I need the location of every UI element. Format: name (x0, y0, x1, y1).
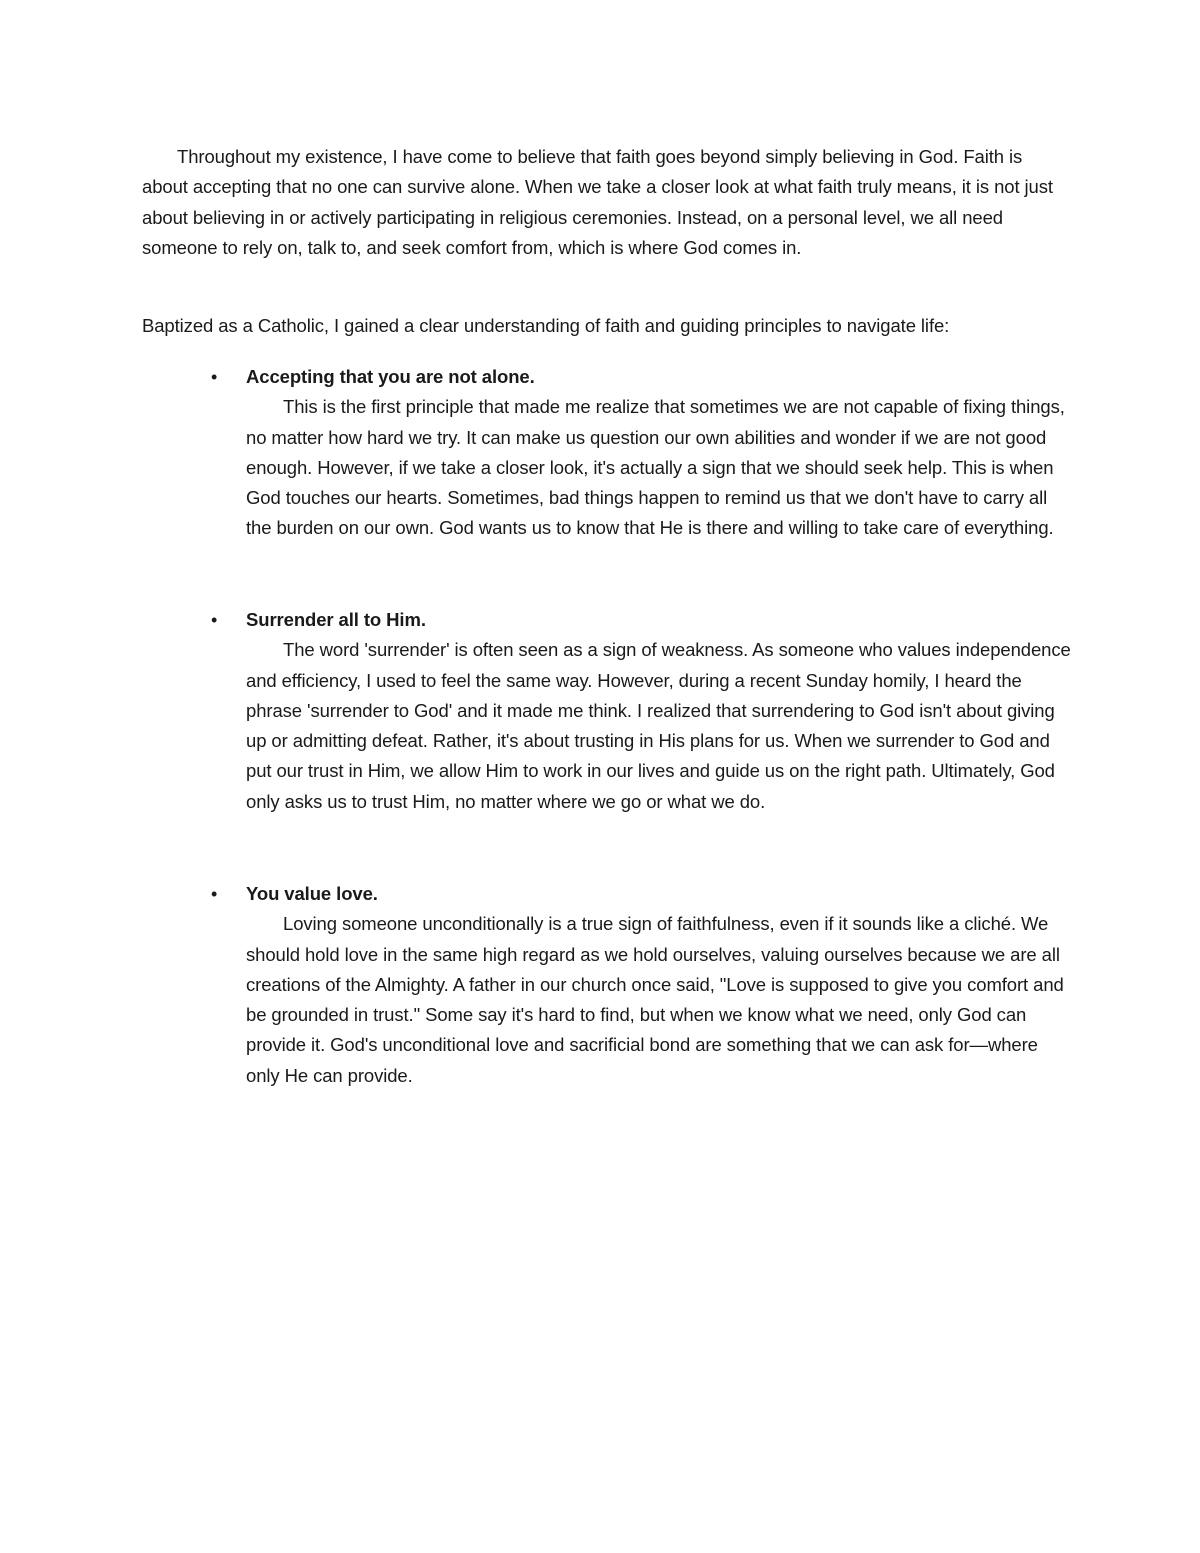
lead-paragraph: Baptized as a Catholic, I gained a clear understanding of faith and guiding principles to navigate life: (142, 315, 950, 336)
principle-item (211, 605, 1076, 817)
principle-body: The word 'surrender' is often seen as a sign of weakness. As someone who values independence and efficiency, I used to feel the same way. However, during a recent Sunday homily, I heard the phrase 'surrender to God' and it made me think. I realized that surrendering to God isn't about giving up or admitting defeat. Rather, it's about trusting in His plans for us. When we surrender to God and put our trust in Him, we allow Him to work in our lives and guide us on the right path. Ultimately, God only asks us to trust Him, no matter where we go or what we do. (246, 639, 1071, 812)
principle-body: This is the first principle that made me realize that sometimes we are not capable of fixing things, no matter how hard we try. It can make us question our own abilities and wonder if we are not good enough. However, if we take a closer look, it's actually a sign that we should seek help. This is when God touches our hearts. Sometimes, bad things happen to remind us that we don't have to carry all the burden on our own. God wants us to know that He is there and willing to take care of everything. (246, 396, 1065, 539)
bullet-icon: • (211, 884, 218, 904)
bullet-icon: • (211, 610, 218, 630)
bullet-icon: • (211, 367, 218, 387)
principle-item (211, 362, 1076, 544)
principle-heading: Surrender all to Him. (246, 609, 426, 630)
principle-item (211, 879, 1076, 1091)
principle-heading: Accepting that you are not alone. (246, 366, 535, 387)
principle-heading: You value love. (246, 883, 378, 904)
intro-paragraph: Throughout my existence, I have come to believe that faith goes beyond simply believing in God. Faith is about accepting that no one can survive alone. When we take a closer look at what faith truly means, it is not just about believing in or actively participating in religious ceremonies. Instead, on a personal level, we all need someone to rely on, talk to, and seek comfort from, which is where God comes in. (142, 146, 1053, 258)
principle-body: Loving someone unconditionally is a true sign of faithfulness, even if it sounds like a cliché. We should hold love in the same high regard as we hold ourselves, valuing ourselves because we are all creations of the Almighty. A father in our church once said, "Love is supposed to give you comfort and be grounded in trust." Some say it's hard to find, but when we know what we need, only God can provide it. God's unconditional love and sacrificial bond are something that we can ask for—where only He can provide. (246, 913, 1064, 1086)
